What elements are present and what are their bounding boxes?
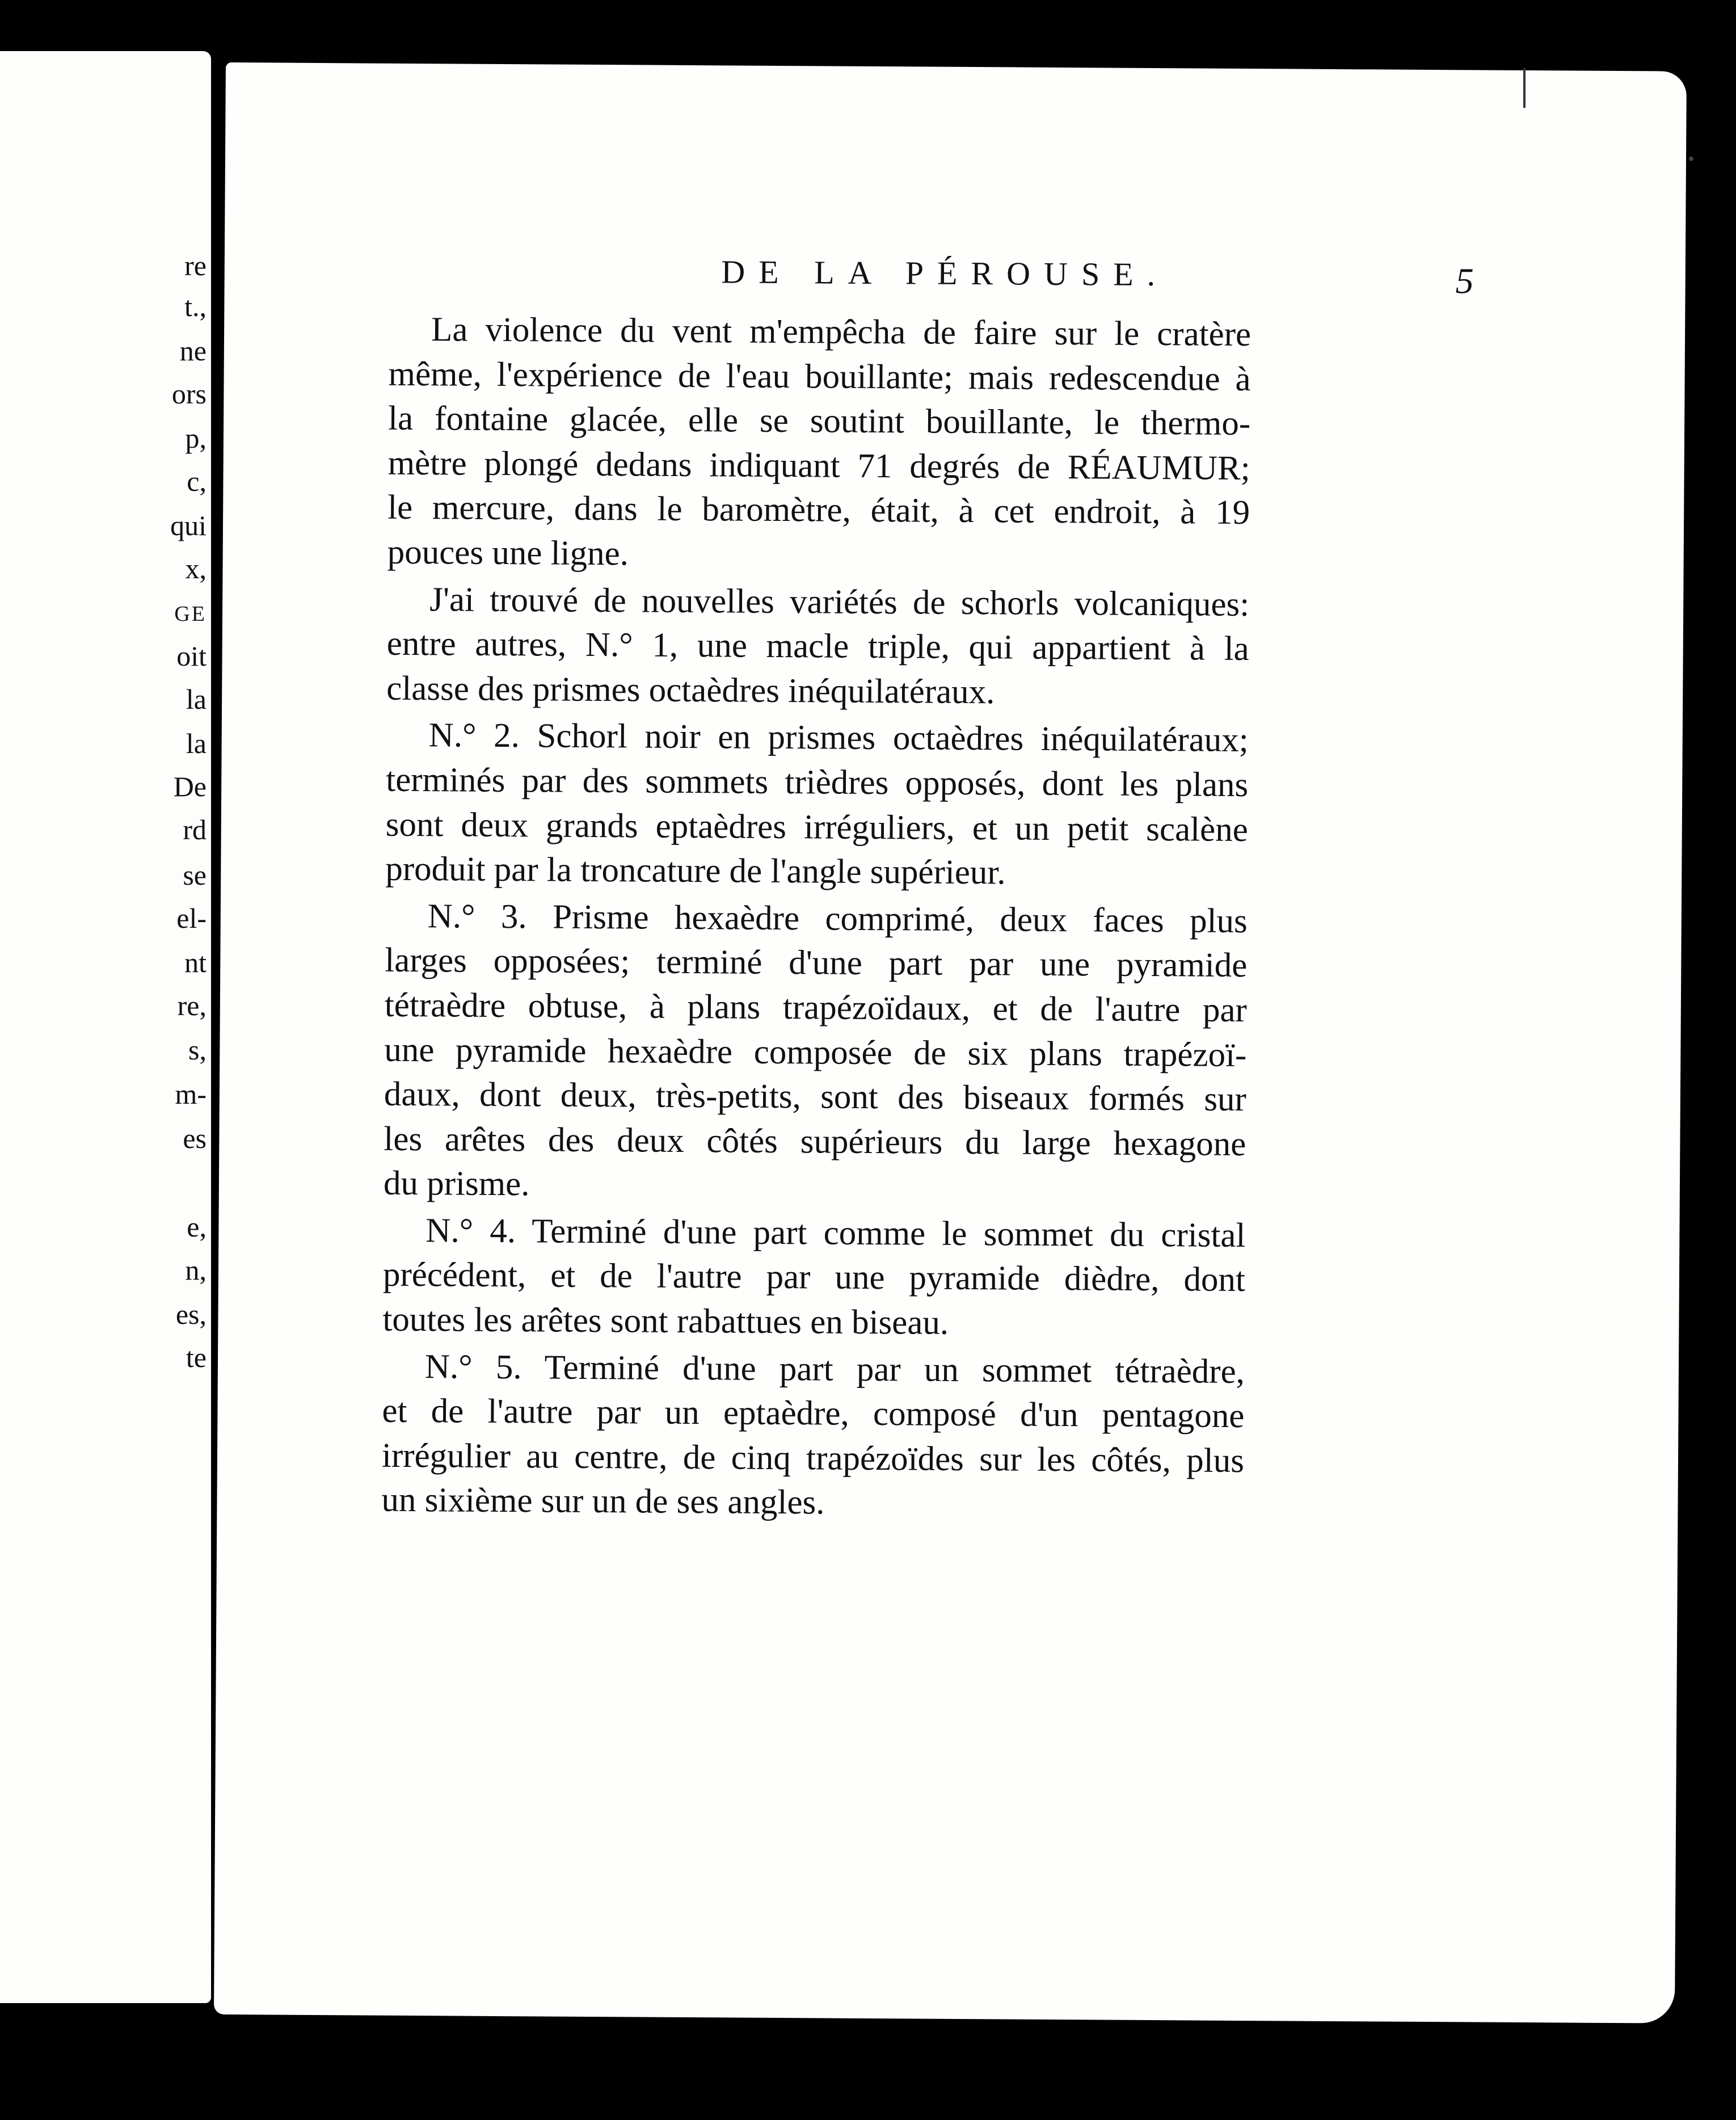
previous-page-fragment: De — [173, 771, 207, 802]
text-line: un sixième sur un de ses angles. — [381, 1481, 825, 1522]
previous-page-fragment: t., — [184, 291, 207, 322]
previous-page-fragment: se — [183, 859, 207, 891]
previous-page-fragment: GE — [174, 602, 207, 626]
previous-page-fragment: rd — [183, 814, 207, 846]
text-line: sont deux grands eptaèdres irréguliers, et un petit scalène — [385, 805, 1248, 849]
previous-page-fragment: nt — [184, 947, 207, 978]
text-line: tétraèdre obtuse, à plans trapézoïdaux, et de l'autre par — [384, 986, 1248, 1029]
previous-page-fragment: x, — [185, 553, 207, 584]
text-line: les arêtes des deux côtés supérieurs du large hexagone — [384, 1120, 1246, 1163]
page-edge-mark — [1523, 68, 1526, 108]
previous-page-fragment: el- — [176, 902, 207, 934]
paragraph — [384, 894, 1248, 1211]
text-line: terminés par des sommets trièdres opposés, dont les plans — [386, 760, 1249, 804]
previous-page-fragment: e, — [187, 1211, 207, 1243]
text-line: N.° 3. Prisme hexaèdre comprimé, deux faces plus — [427, 897, 1248, 940]
paragraph — [386, 577, 1249, 716]
previous-page-fragment: la — [186, 727, 207, 759]
text-line: du prisme. — [383, 1164, 530, 1204]
previous-page-fragment: la — [186, 683, 207, 715]
text-line: N.° 5. Terminé d'une part par un sommet tétraèdre, — [424, 1347, 1245, 1391]
previous-page-fragment: re — [184, 250, 207, 281]
text-line: produit par la troncature de l'angle supérieur. — [385, 849, 1006, 892]
previous-page-text-fragments — [0, 51, 211, 2003]
text-line: entre autres, N.° 1, une macle triple, qui appartient à la — [386, 624, 1249, 668]
previous-page-fragment: n, — [185, 1254, 207, 1286]
previous-page-fragment: s, — [188, 1034, 207, 1066]
text-line: même, l'expérience de l'eau bouillante; mais redescendue à — [388, 355, 1251, 398]
text-line: une pyramide hexaèdre composée de six plans trapézoï- — [384, 1030, 1247, 1074]
paragraph — [387, 308, 1251, 581]
text-line: N.° 2. Schorl noir en prismes octaèdres inéquilatéraux; — [428, 716, 1249, 760]
text-line: précédent, et de l'autre par une pyramide dièdre, dont — [382, 1256, 1246, 1299]
previous-page-fragment: oit — [176, 640, 207, 672]
previous-page-fragment: ors — [171, 378, 207, 410]
page-number: 5 — [1455, 260, 1474, 301]
text-line: pouces une ligne. — [387, 533, 629, 573]
paper-speck — [1689, 157, 1693, 161]
paragraph — [381, 1344, 1245, 1528]
previous-page-fragment: qui — [170, 510, 207, 541]
running-head: DE LA PÉROUSE. — [721, 253, 1169, 293]
previous-page-fragment: es — [183, 1122, 207, 1154]
previous-page-fragment: es, — [175, 1298, 207, 1330]
previous-page-fragment: re, — [177, 990, 207, 1021]
text-line: daux, dont deux, très-petits, sont des biseaux formés sur — [384, 1075, 1247, 1119]
paragraph — [382, 1209, 1245, 1348]
text-line: N.° 4. Terminé d'une part comme le sommet du cristal — [425, 1212, 1246, 1255]
text-line: irrégulier au centre, de cinq trapézoïdes sur les côtés, plus — [381, 1436, 1245, 1480]
current-page — [214, 62, 1687, 2024]
text-line: classe des prismes octaèdres inéquilatéraux. — [386, 669, 995, 712]
text-line: J'ai trouvé de nouvelles variétés de schorls volcaniques: — [429, 580, 1250, 624]
body-text — [381, 308, 1251, 1530]
previous-page-fragment: p, — [185, 422, 207, 454]
text-line: larges opposées; terminé d'une part par une pyramide — [385, 941, 1248, 985]
previous-page-fragment: c, — [187, 465, 207, 497]
previous-page-fragment: ne — [179, 335, 207, 367]
text-line: et de l'autre par un eptaèdre, composé d'un pentagone — [382, 1391, 1245, 1436]
paragraph — [385, 713, 1249, 897]
text-line: mètre plongé dedans indiquant 71 degrés de RÉAUMUR; — [387, 444, 1250, 487]
previous-page-fragment: te — [186, 1341, 207, 1373]
previous-page-fragment: m- — [175, 1078, 207, 1110]
text-line: la fontaine glacée, elle se soutint bouillante, le thermo- — [387, 399, 1251, 443]
text-line: La violence du vent m'empêcha de faire sur le cratère — [431, 310, 1252, 354]
text-line: toutes les arêtes sont rabattues en biseau. — [382, 1300, 949, 1342]
text-line: le mercure, dans le baromètre, était, à cet endroit, à 19 — [387, 489, 1250, 532]
previous-page-strip — [0, 51, 211, 2003]
